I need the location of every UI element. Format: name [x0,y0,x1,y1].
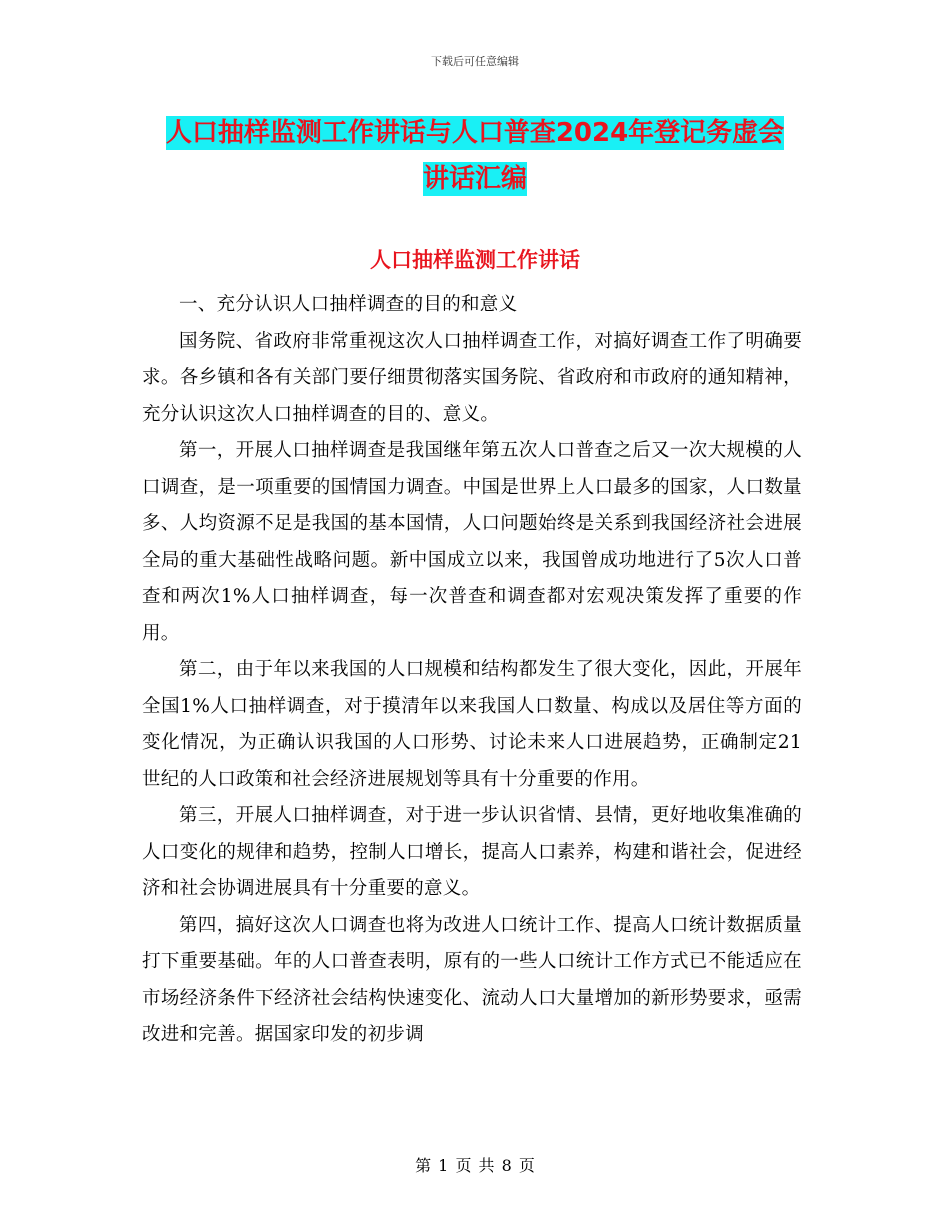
paragraph: 第二，由于年以来我国的人口规模和结构都发生了很大变化，因此，开展年全国1%人口抽样调查，对于摸清年以来我国人口数量、构成以及居住等方面的变化情况，为正确认识我国的人口形势、讨论未来人口进展趋势，正确制定21世纪的人口政策和社会经济进展规划等具有十分重要的作用。 [142,659,802,790]
document-title [0,110,950,202]
paragraph: 第四，搞好这次人口调查也将为改进人口统计工作、提高人口统计数据质量打下重要基础。年的人口普查表明，原有的一些人口统计工作方式已不能适应在市场经济条件下经济社会结构快速变化、流动人口大量增加的新形势要求，亟需改进和完善。据国家印发的初步调 [142,914,802,1045]
page-header: 下载后可任意编辑 [431,55,519,68]
document-body [142,287,802,1054]
title-line-1: 人口抽样监测工作讲话与人口普查2024年登记务虚会 [165,118,785,148]
section-title: 人口抽样监测工作讲话 [370,248,580,272]
section-heading: 一、充分认识人口抽样调查的目的和意义 [179,294,518,315]
page-footer: 第 1 页 共 8 页 [415,1156,535,1175]
title-line-2: 讲话汇编 [422,164,527,194]
paragraph: 国务院、省政府非常重视这次人口抽样调查工作，对搞好调查工作了明确要求。各乡镇和各有关部门要仔细贯彻落实国务院、省政府和市政府的通知精神，充分认识这次人口抽样调查的目的、意义。 [142,330,802,425]
paragraph: 第一，开展人口抽样调查是我国继年第五次人口普查之后又一次大规模的人口调查，是一项重要的国情国力调查。中国是世界上人口最多的国家，人口数量多、人均资源不足是我国的基本国情，人口问题始终是关系到我国经济社会进展全局的重大基础性战略问题。新中国成立以来，我国曾成功地进行了5次人口普查和两次1%人口抽样调查，每一次普查和调查都对宏观决策发挥了重要的作用。 [142,440,802,644]
paragraph: 第三，开展人口抽样调查，对于进一步认识省情、县情，更好地收集准确的人口变化的规律和趋势，控制人口增长，提高人口素养，构建和谐社会，促进经济和社会协调进展具有十分重要的意义。 [142,805,802,899]
